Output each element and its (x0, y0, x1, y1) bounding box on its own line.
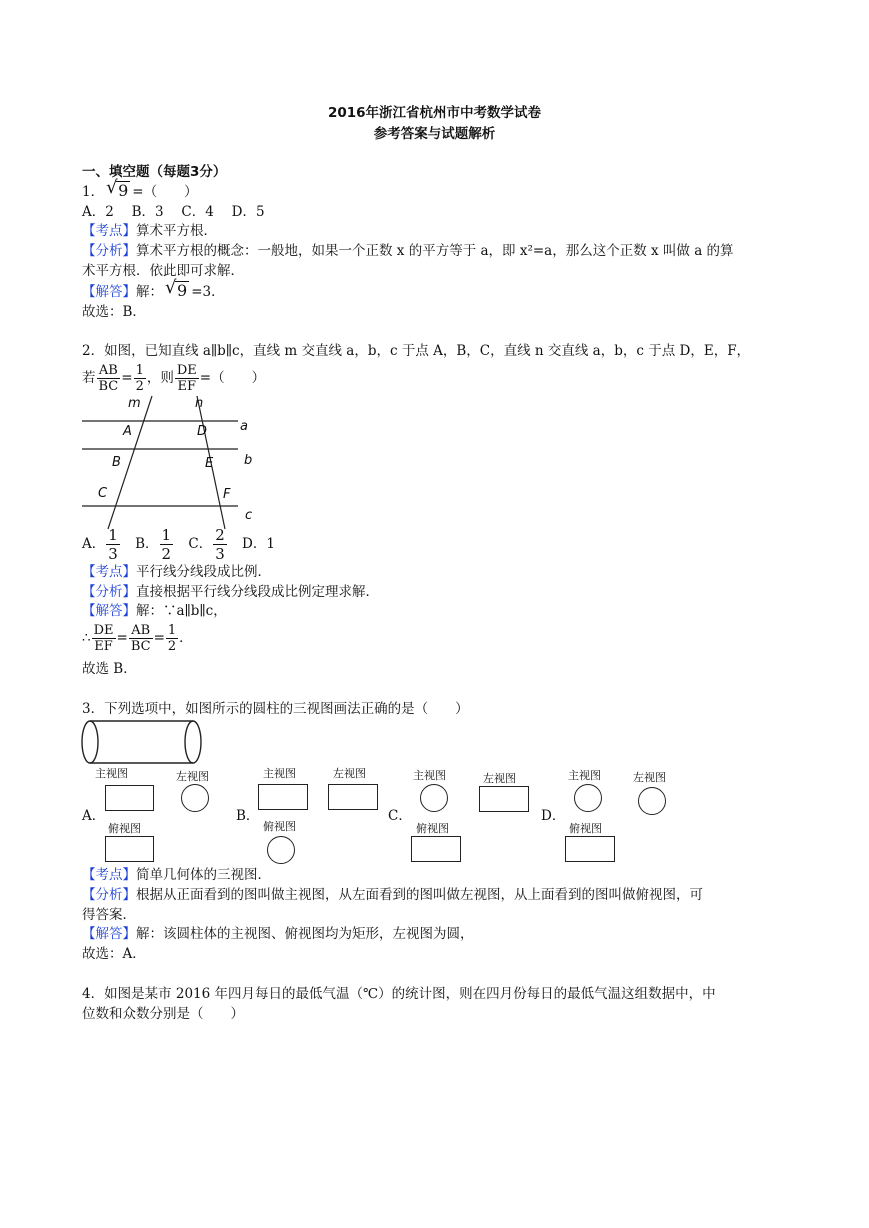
q1-stem (82, 177, 198, 204)
option-b-main-view (258, 784, 308, 810)
q1-blank: =（ ） (132, 184, 198, 200)
q3-fenxi: 【分析】根据从正面看到的图叫做主视图，从左面看到的图叫做左视图，从上面看到的图叫做俯视图，可 (82, 887, 703, 903)
option-c-top-view (411, 836, 461, 862)
option-a-top-view-label: 俯视图 (108, 822, 141, 835)
cylinder-figure (80, 718, 210, 768)
label-E: E (205, 456, 214, 471)
option-a-left-view-label: 左视图 (176, 770, 209, 783)
label-C: C (98, 486, 108, 501)
option-c-main-view (420, 784, 448, 812)
q2-kaodian: 【考点】平行线分线段成比例． (82, 564, 271, 580)
option-a-main-view (105, 785, 154, 811)
option-c-main-view-label: 主视图 (413, 769, 446, 782)
q4-stem-cont: 位数和众数分别是（ ） (82, 1006, 244, 1022)
label-a: a (240, 419, 248, 434)
label-m: m (128, 396, 141, 411)
option-c-left-view-label: 左视图 (483, 772, 516, 785)
option-b-top-view-label: 俯视图 (263, 820, 296, 833)
q2-options: A． $\frac{1}{3}$ B． $\frac{1}{2}$ C． $\frac{2}{3}$ D．1 (82, 526, 275, 563)
q2-condition: 若 $\frac{AB}{BC}$ = $\frac{1}{2}$ ，则 $\frac{DE}{EF}$ =（ ） (82, 363, 266, 394)
option-a-left-view (181, 784, 209, 812)
option-d-left-view (638, 787, 666, 815)
q1-fenxi-cont: 术平方根．依此即可求解． (82, 263, 244, 279)
q1-jieda: 【解答】解： √ 9 =3． (82, 280, 225, 304)
option-b-main-view-label: 主视图 (263, 767, 296, 780)
option-a-label: A． (82, 808, 106, 824)
parallel-lines-figure (80, 392, 270, 532)
label-D: D (197, 424, 208, 439)
option-d-top-view (565, 836, 615, 862)
option-a-top-view (105, 836, 154, 862)
label-b: b (244, 453, 253, 468)
page-subtitle: 参考答案与试题解析 (373, 126, 496, 142)
option-a-main-view-label: 主视图 (95, 767, 128, 780)
q1-number: 1． (82, 184, 105, 200)
page-title: 2016年浙江省杭州市中考数学试卷 (327, 105, 542, 121)
q3-stem: 3．下列选项中，如图所示的圆柱的三视图画法正确的是（ ） (82, 701, 469, 717)
q3-jieda: 【解答】解：该圆柱体的主视图、俯视图均为矩形，左视图为圆， (82, 926, 474, 942)
q4-stem: 4．如图是某市 2016 年四月每日的最低气温（℃）的统计图，则在四月份每日的最低气温这组数据中，中 (82, 986, 716, 1002)
q1-fenxi: 【分析】算术平方根的概念：一般地，如果一个正数 x 的平方等于 a，即 x²=a，那么这个正数 x 叫做 a 的算 (82, 243, 734, 259)
option-d-main-view-label: 主视图 (568, 769, 601, 782)
q2-solution-eq: ∴ $\frac{DE}{EF}$ = $\frac{AB}{BC}$ = $\frac{1}{2}$ ． (82, 623, 193, 654)
q3-answer: 故选：A． (82, 946, 146, 962)
q1-kaodian: 【考点】算术平方根． (82, 223, 217, 239)
option-b-left-view-label: 左视图 (333, 767, 366, 780)
option-c-left-view (479, 786, 529, 812)
q2-jieda: 【解答】解：∵a∥b∥c， (82, 603, 227, 619)
option-b-left-view (328, 784, 378, 810)
q3-fenxi-cont: 得答案． (82, 907, 136, 923)
option-c-label: C． (388, 808, 412, 824)
option-d-left-view-label: 左视图 (633, 771, 666, 784)
option-c-top-view-label: 俯视图 (416, 822, 449, 835)
label-c: c (245, 508, 253, 523)
option-d-label: D． (541, 808, 566, 824)
label-B: B (112, 455, 121, 470)
label-n: n (195, 396, 204, 411)
section-heading: 一、填空题（每题3分） (82, 164, 227, 180)
q2-stem: 2．如图，已知直线 a∥b∥c，直线 m 交直线 a，b，c 于点 A，B，C，直线 n 交直线 a，b，c 于点 D，E，F， (82, 343, 751, 359)
q2-answer: 故选 B． (82, 661, 137, 677)
q3-kaodian: 【考点】简单几何体的三视图． (82, 867, 271, 883)
option-d-main-view (574, 784, 602, 812)
option-d-top-view-label: 俯视图 (569, 822, 602, 835)
label-A: A (123, 424, 132, 439)
label-F: F (223, 487, 231, 502)
q1-options: A．2 B．3 C．4 D．5 (82, 204, 265, 220)
q1-answer: 故选：B． (82, 304, 146, 320)
option-b-top-view (267, 836, 295, 864)
sqrt-symbol: √ 9 (106, 177, 129, 200)
sqrt-symbol: √ 9 (165, 277, 188, 300)
option-b-label: B． (236, 808, 260, 824)
q2-fenxi: 【分析】直接根据平行线分线段成比例定理求解． (82, 584, 379, 600)
